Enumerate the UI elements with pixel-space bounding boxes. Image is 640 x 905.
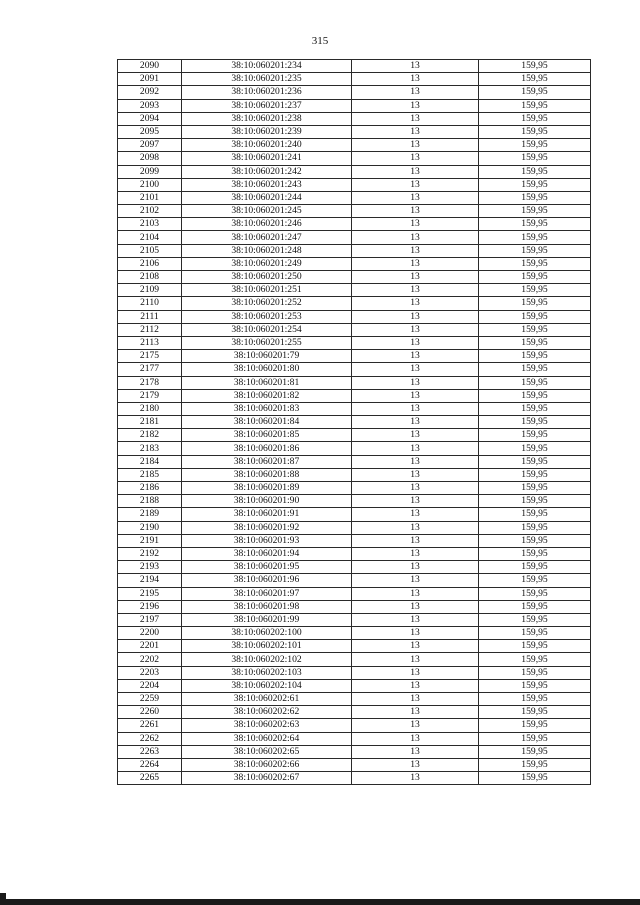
quantity-cell: 13 bbox=[352, 627, 479, 640]
cadastral-number-cell: 38:10:060201:96 bbox=[182, 574, 352, 587]
table-row bbox=[118, 772, 591, 785]
row-number-cell: 2264 bbox=[118, 758, 182, 771]
quantity-cell: 13 bbox=[352, 271, 479, 284]
cadastral-number-cell: 38:10:060202:61 bbox=[182, 693, 352, 706]
cadastral-number-cell: 38:10:060201:79 bbox=[182, 350, 352, 363]
row-number-cell: 2090 bbox=[118, 60, 182, 73]
table-row bbox=[118, 574, 591, 587]
cadastral-number-cell: 38:10:060201:81 bbox=[182, 376, 352, 389]
table-row bbox=[118, 679, 591, 692]
quantity-cell: 13 bbox=[352, 257, 479, 270]
value-cell: 159,95 bbox=[479, 271, 591, 284]
row-number-cell: 2263 bbox=[118, 745, 182, 758]
value-cell: 159,95 bbox=[479, 561, 591, 574]
value-cell: 159,95 bbox=[479, 772, 591, 785]
quantity-cell: 13 bbox=[352, 679, 479, 692]
quantity-cell: 13 bbox=[352, 244, 479, 257]
table-row bbox=[118, 534, 591, 547]
quantity-cell: 13 bbox=[352, 521, 479, 534]
cadastral-number-cell: 38:10:060201:234 bbox=[182, 60, 352, 73]
quantity-cell: 13 bbox=[352, 732, 479, 745]
table-row bbox=[118, 271, 591, 284]
value-cell: 159,95 bbox=[479, 284, 591, 297]
cadastral-number-cell: 38:10:060201:90 bbox=[182, 495, 352, 508]
table-row bbox=[118, 310, 591, 323]
row-number-cell: 2112 bbox=[118, 323, 182, 336]
value-cell: 159,95 bbox=[479, 218, 591, 231]
quantity-cell: 13 bbox=[352, 429, 479, 442]
cadastral-number-cell: 38:10:060201:94 bbox=[182, 547, 352, 560]
cadastral-number-cell: 38:10:060201:85 bbox=[182, 429, 352, 442]
quantity-cell: 13 bbox=[352, 693, 479, 706]
quantity-cell: 13 bbox=[352, 165, 479, 178]
value-cell: 159,95 bbox=[479, 165, 591, 178]
value-cell: 159,95 bbox=[479, 613, 591, 626]
row-number-cell: 2195 bbox=[118, 587, 182, 600]
value-cell: 159,95 bbox=[479, 257, 591, 270]
row-number-cell: 2189 bbox=[118, 508, 182, 521]
value-cell: 159,95 bbox=[479, 231, 591, 244]
quantity-cell: 13 bbox=[352, 152, 479, 165]
row-number-cell: 2113 bbox=[118, 336, 182, 349]
row-number-cell: 2203 bbox=[118, 666, 182, 679]
table-row bbox=[118, 125, 591, 138]
cadastral-number-cell: 38:10:060201:253 bbox=[182, 310, 352, 323]
quantity-cell: 13 bbox=[352, 86, 479, 99]
quantity-cell: 13 bbox=[352, 139, 479, 152]
cadastral-number-cell: 38:10:060201:87 bbox=[182, 455, 352, 468]
table-row bbox=[118, 205, 591, 218]
table-row bbox=[118, 732, 591, 745]
table-row bbox=[118, 627, 591, 640]
quantity-cell: 13 bbox=[352, 587, 479, 600]
row-number-cell: 2188 bbox=[118, 495, 182, 508]
table-row bbox=[118, 73, 591, 86]
cadastral-number-cell: 38:10:060201:250 bbox=[182, 271, 352, 284]
table-row bbox=[118, 547, 591, 560]
quantity-cell: 13 bbox=[352, 205, 479, 218]
value-cell: 159,95 bbox=[479, 508, 591, 521]
row-number-cell: 2178 bbox=[118, 376, 182, 389]
quantity-cell: 13 bbox=[352, 310, 479, 323]
table-row bbox=[118, 257, 591, 270]
quantity-cell: 13 bbox=[352, 416, 479, 429]
cadastral-number-cell: 38:10:060202:66 bbox=[182, 758, 352, 771]
value-cell: 159,95 bbox=[479, 125, 591, 138]
cadastral-number-cell: 38:10:060202:64 bbox=[182, 732, 352, 745]
cadastral-number-cell: 38:10:060201:248 bbox=[182, 244, 352, 257]
cadastral-number-cell: 38:10:060201:89 bbox=[182, 482, 352, 495]
page-number: 315 bbox=[311, 35, 329, 47]
row-number-cell: 2260 bbox=[118, 706, 182, 719]
row-number-cell: 2265 bbox=[118, 772, 182, 785]
cadastral-number-cell: 38:10:060201:246 bbox=[182, 218, 352, 231]
value-cell: 159,95 bbox=[479, 758, 591, 771]
row-number-cell: 2200 bbox=[118, 627, 182, 640]
table-row bbox=[118, 350, 591, 363]
table-row bbox=[118, 60, 591, 73]
table-body bbox=[118, 60, 591, 785]
cadastral-number-cell: 38:10:060201:98 bbox=[182, 600, 352, 613]
value-cell: 159,95 bbox=[479, 416, 591, 429]
cadastral-number-cell: 38:10:060201:235 bbox=[182, 73, 352, 86]
quantity-cell: 13 bbox=[352, 178, 479, 191]
cadastral-number-cell: 38:10:060201:84 bbox=[182, 416, 352, 429]
cadastral-number-cell: 38:10:060201:240 bbox=[182, 139, 352, 152]
cadastral-number-cell: 38:10:060201:237 bbox=[182, 99, 352, 112]
row-number-cell: 2093 bbox=[118, 99, 182, 112]
table-row bbox=[118, 521, 591, 534]
row-number-cell: 2185 bbox=[118, 468, 182, 481]
table-row bbox=[118, 191, 591, 204]
table-row bbox=[118, 402, 591, 415]
cadastral-number-cell: 38:10:060202:100 bbox=[182, 627, 352, 640]
cadastral-number-cell: 38:10:060202:67 bbox=[182, 772, 352, 785]
cadastral-number-cell: 38:10:060201:95 bbox=[182, 561, 352, 574]
cadastral-number-cell: 38:10:060201:244 bbox=[182, 191, 352, 204]
table-row bbox=[118, 86, 591, 99]
value-cell: 159,95 bbox=[479, 336, 591, 349]
table-row bbox=[118, 165, 591, 178]
value-cell: 159,95 bbox=[479, 719, 591, 732]
value-cell: 159,95 bbox=[479, 244, 591, 257]
table-row bbox=[118, 429, 591, 442]
table-row bbox=[118, 455, 591, 468]
value-cell: 159,95 bbox=[479, 706, 591, 719]
row-number-cell: 2192 bbox=[118, 547, 182, 560]
quantity-cell: 13 bbox=[352, 376, 479, 389]
cadastral-number-cell: 38:10:060201:93 bbox=[182, 534, 352, 547]
value-cell: 159,95 bbox=[479, 60, 591, 73]
table-row bbox=[118, 139, 591, 152]
row-number-cell: 2201 bbox=[118, 640, 182, 653]
value-cell: 159,95 bbox=[479, 139, 591, 152]
row-number-cell: 2184 bbox=[118, 455, 182, 468]
quantity-cell: 13 bbox=[352, 719, 479, 732]
row-number-cell: 2193 bbox=[118, 561, 182, 574]
value-cell: 159,95 bbox=[479, 679, 591, 692]
cadastral-number-cell: 38:10:060201:249 bbox=[182, 257, 352, 270]
table-row bbox=[118, 178, 591, 191]
row-number-cell: 2183 bbox=[118, 442, 182, 455]
quantity-cell: 13 bbox=[352, 666, 479, 679]
cadastral-number-cell: 38:10:060201:247 bbox=[182, 231, 352, 244]
quantity-cell: 13 bbox=[352, 363, 479, 376]
quantity-cell: 13 bbox=[352, 402, 479, 415]
row-number-cell: 2099 bbox=[118, 165, 182, 178]
value-cell: 159,95 bbox=[479, 99, 591, 112]
value-cell: 159,95 bbox=[479, 666, 591, 679]
table-row bbox=[118, 376, 591, 389]
row-number-cell: 2098 bbox=[118, 152, 182, 165]
table-row bbox=[118, 653, 591, 666]
row-number-cell: 2262 bbox=[118, 732, 182, 745]
quantity-cell: 13 bbox=[352, 389, 479, 402]
value-cell: 159,95 bbox=[479, 323, 591, 336]
value-cell: 159,95 bbox=[479, 402, 591, 415]
table-row bbox=[118, 561, 591, 574]
row-number-cell: 2110 bbox=[118, 297, 182, 310]
value-cell: 159,95 bbox=[479, 574, 591, 587]
row-number-cell: 2101 bbox=[118, 191, 182, 204]
row-number-cell: 2095 bbox=[118, 125, 182, 138]
value-cell: 159,95 bbox=[479, 732, 591, 745]
scan-bottom-edge bbox=[0, 899, 640, 905]
row-number-cell: 2182 bbox=[118, 429, 182, 442]
value-cell: 159,95 bbox=[479, 534, 591, 547]
quantity-cell: 13 bbox=[352, 284, 479, 297]
cadastral-number-cell: 38:10:060201:80 bbox=[182, 363, 352, 376]
row-number-cell: 2191 bbox=[118, 534, 182, 547]
table-row bbox=[118, 640, 591, 653]
row-number-cell: 2102 bbox=[118, 205, 182, 218]
table-row bbox=[118, 468, 591, 481]
cadastral-number-cell: 38:10:060201:251 bbox=[182, 284, 352, 297]
row-number-cell: 2109 bbox=[118, 284, 182, 297]
value-cell: 159,95 bbox=[479, 205, 591, 218]
value-cell: 159,95 bbox=[479, 653, 591, 666]
table-row bbox=[118, 152, 591, 165]
value-cell: 159,95 bbox=[479, 640, 591, 653]
quantity-cell: 13 bbox=[352, 706, 479, 719]
quantity-cell: 13 bbox=[352, 468, 479, 481]
cadastral-number-cell: 38:10:060201:86 bbox=[182, 442, 352, 455]
table-row bbox=[118, 508, 591, 521]
value-cell: 159,95 bbox=[479, 86, 591, 99]
row-number-cell: 2103 bbox=[118, 218, 182, 231]
cadastral-table bbox=[117, 59, 591, 785]
cadastral-number-cell: 38:10:060202:62 bbox=[182, 706, 352, 719]
cadastral-number-cell: 38:10:060202:104 bbox=[182, 679, 352, 692]
table-row bbox=[118, 363, 591, 376]
quantity-cell: 13 bbox=[352, 482, 479, 495]
cadastral-number-cell: 38:10:060202:101 bbox=[182, 640, 352, 653]
table-row bbox=[118, 323, 591, 336]
value-cell: 159,95 bbox=[479, 310, 591, 323]
value-cell: 159,95 bbox=[479, 191, 591, 204]
quantity-cell: 13 bbox=[352, 455, 479, 468]
value-cell: 159,95 bbox=[479, 693, 591, 706]
row-number-cell: 2197 bbox=[118, 613, 182, 626]
table-row bbox=[118, 613, 591, 626]
row-number-cell: 2100 bbox=[118, 178, 182, 191]
row-number-cell: 2175 bbox=[118, 350, 182, 363]
cadastral-number-cell: 38:10:060201:245 bbox=[182, 205, 352, 218]
row-number-cell: 2091 bbox=[118, 73, 182, 86]
cadastral-number-cell: 38:10:060201:92 bbox=[182, 521, 352, 534]
table-row bbox=[118, 284, 591, 297]
row-number-cell: 2104 bbox=[118, 231, 182, 244]
value-cell: 159,95 bbox=[479, 547, 591, 560]
quantity-cell: 13 bbox=[352, 99, 479, 112]
quantity-cell: 13 bbox=[352, 191, 479, 204]
cadastral-number-cell: 38:10:060201:242 bbox=[182, 165, 352, 178]
table-row bbox=[118, 745, 591, 758]
cadastral-number-cell: 38:10:060202:65 bbox=[182, 745, 352, 758]
quantity-cell: 13 bbox=[352, 442, 479, 455]
quantity-cell: 13 bbox=[352, 323, 479, 336]
table-row bbox=[118, 416, 591, 429]
value-cell: 159,95 bbox=[479, 363, 591, 376]
cadastral-number-cell: 38:10:060201:243 bbox=[182, 178, 352, 191]
row-number-cell: 2105 bbox=[118, 244, 182, 257]
quantity-cell: 13 bbox=[352, 574, 479, 587]
cadastral-number-cell: 38:10:060201:238 bbox=[182, 112, 352, 125]
quantity-cell: 13 bbox=[352, 60, 479, 73]
cadastral-number-cell: 38:10:060201:236 bbox=[182, 86, 352, 99]
cadastral-number-cell: 38:10:060201:252 bbox=[182, 297, 352, 310]
value-cell: 159,95 bbox=[479, 442, 591, 455]
value-cell: 159,95 bbox=[479, 455, 591, 468]
quantity-cell: 13 bbox=[352, 73, 479, 86]
row-number-cell: 2194 bbox=[118, 574, 182, 587]
table-row bbox=[118, 600, 591, 613]
cadastral-number-cell: 38:10:060201:99 bbox=[182, 613, 352, 626]
quantity-cell: 13 bbox=[352, 125, 479, 138]
cadastral-number-cell: 38:10:060201:241 bbox=[182, 152, 352, 165]
quantity-cell: 13 bbox=[352, 547, 479, 560]
table-row bbox=[118, 231, 591, 244]
table-row bbox=[118, 244, 591, 257]
cadastral-number-cell: 38:10:060201:239 bbox=[182, 125, 352, 138]
cadastral-number-cell: 38:10:060201:82 bbox=[182, 389, 352, 402]
row-number-cell: 2186 bbox=[118, 482, 182, 495]
value-cell: 159,95 bbox=[479, 627, 591, 640]
table-row bbox=[118, 482, 591, 495]
value-cell: 159,95 bbox=[479, 297, 591, 310]
value-cell: 159,95 bbox=[479, 112, 591, 125]
row-number-cell: 2108 bbox=[118, 271, 182, 284]
value-cell: 159,95 bbox=[479, 73, 591, 86]
row-number-cell: 2190 bbox=[118, 521, 182, 534]
row-number-cell: 2181 bbox=[118, 416, 182, 429]
cadastral-number-cell: 38:10:060201:83 bbox=[182, 402, 352, 415]
cadastral-number-cell: 38:10:060201:254 bbox=[182, 323, 352, 336]
cadastral-number-cell: 38:10:060201:255 bbox=[182, 336, 352, 349]
quantity-cell: 13 bbox=[352, 297, 479, 310]
row-number-cell: 2180 bbox=[118, 402, 182, 415]
scan-corner-mark bbox=[0, 893, 6, 905]
row-number-cell: 2179 bbox=[118, 389, 182, 402]
value-cell: 159,95 bbox=[479, 350, 591, 363]
quantity-cell: 13 bbox=[352, 508, 479, 521]
table-row bbox=[118, 336, 591, 349]
value-cell: 159,95 bbox=[479, 389, 591, 402]
cadastral-number-cell: 38:10:060202:102 bbox=[182, 653, 352, 666]
value-cell: 159,95 bbox=[479, 745, 591, 758]
quantity-cell: 13 bbox=[352, 218, 479, 231]
table-row bbox=[118, 587, 591, 600]
quantity-cell: 13 bbox=[352, 231, 479, 244]
quantity-cell: 13 bbox=[352, 495, 479, 508]
table-row bbox=[118, 706, 591, 719]
row-number-cell: 2196 bbox=[118, 600, 182, 613]
value-cell: 159,95 bbox=[479, 429, 591, 442]
table-row bbox=[118, 693, 591, 706]
row-number-cell: 2106 bbox=[118, 257, 182, 270]
row-number-cell: 2094 bbox=[118, 112, 182, 125]
quantity-cell: 13 bbox=[352, 350, 479, 363]
quantity-cell: 13 bbox=[352, 112, 479, 125]
quantity-cell: 13 bbox=[352, 613, 479, 626]
table-row bbox=[118, 495, 591, 508]
quantity-cell: 13 bbox=[352, 561, 479, 574]
table-row bbox=[118, 218, 591, 231]
cadastral-number-cell: 38:10:060201:88 bbox=[182, 468, 352, 481]
quantity-cell: 13 bbox=[352, 745, 479, 758]
value-cell: 159,95 bbox=[479, 468, 591, 481]
value-cell: 159,95 bbox=[479, 495, 591, 508]
row-number-cell: 2097 bbox=[118, 139, 182, 152]
table-row bbox=[118, 297, 591, 310]
quantity-cell: 13 bbox=[352, 758, 479, 771]
value-cell: 159,95 bbox=[479, 521, 591, 534]
cadastral-number-cell: 38:10:060202:103 bbox=[182, 666, 352, 679]
table-row bbox=[118, 666, 591, 679]
row-number-cell: 2202 bbox=[118, 653, 182, 666]
row-number-cell: 2204 bbox=[118, 679, 182, 692]
cadastral-number-cell: 38:10:060201:97 bbox=[182, 587, 352, 600]
table-row bbox=[118, 389, 591, 402]
value-cell: 159,95 bbox=[479, 482, 591, 495]
quantity-cell: 13 bbox=[352, 336, 479, 349]
quantity-cell: 13 bbox=[352, 640, 479, 653]
row-number-cell: 2111 bbox=[118, 310, 182, 323]
row-number-cell: 2261 bbox=[118, 719, 182, 732]
row-number-cell: 2259 bbox=[118, 693, 182, 706]
quantity-cell: 13 bbox=[352, 653, 479, 666]
value-cell: 159,95 bbox=[479, 178, 591, 191]
table-row bbox=[118, 442, 591, 455]
quantity-cell: 13 bbox=[352, 534, 479, 547]
value-cell: 159,95 bbox=[479, 587, 591, 600]
value-cell: 159,95 bbox=[479, 600, 591, 613]
quantity-cell: 13 bbox=[352, 600, 479, 613]
cadastral-number-cell: 38:10:060201:91 bbox=[182, 508, 352, 521]
row-number-cell: 2092 bbox=[118, 86, 182, 99]
row-number-cell: 2177 bbox=[118, 363, 182, 376]
table-row bbox=[118, 112, 591, 125]
quantity-cell: 13 bbox=[352, 772, 479, 785]
table-row bbox=[118, 758, 591, 771]
value-cell: 159,95 bbox=[479, 376, 591, 389]
value-cell: 159,95 bbox=[479, 152, 591, 165]
table-row bbox=[118, 99, 591, 112]
cadastral-number-cell: 38:10:060202:63 bbox=[182, 719, 352, 732]
table-row bbox=[118, 719, 591, 732]
